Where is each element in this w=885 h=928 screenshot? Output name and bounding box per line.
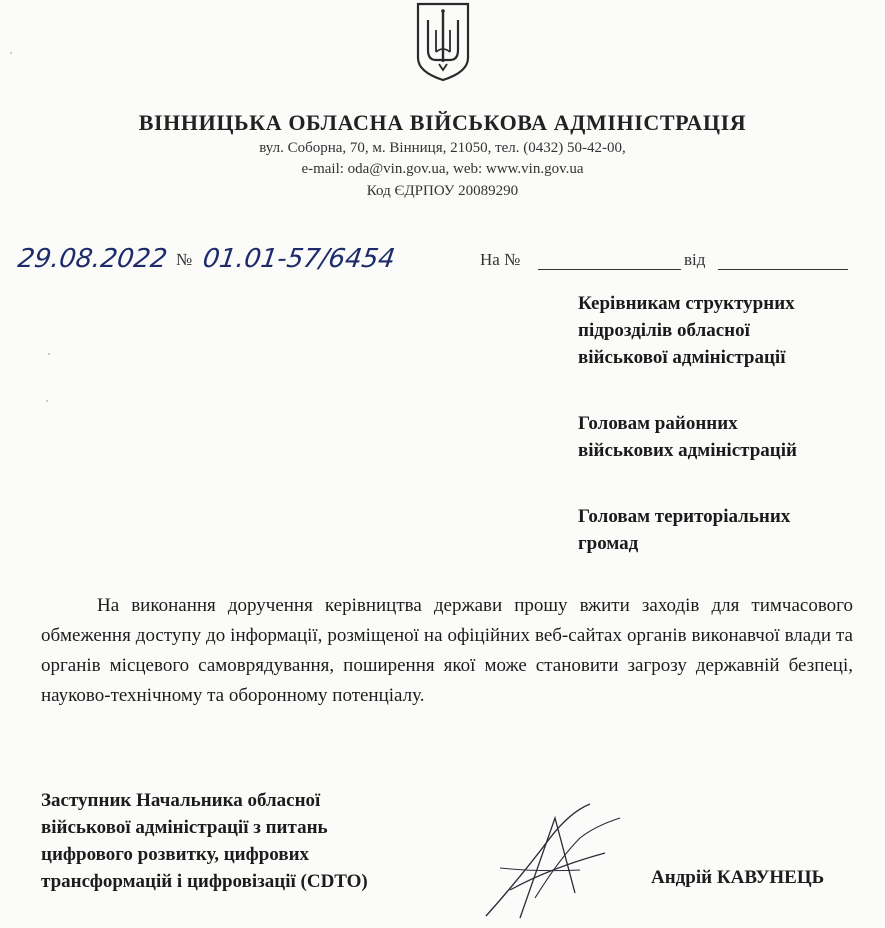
reply-date-blank — [718, 269, 848, 270]
recipient-territorial-communities: Головам територіальних громад — [578, 506, 791, 554]
edrpou-code: Код ЄДРПОУ 20089290 — [366, 183, 519, 199]
letter-body: На виконання доручення керівництва держави прошу вжити заходів для тимчасового обмеження доступу до інформації, розміщеної на офіційних веб-сайтах органів виконавчої влади та органів місцевого самоврядування, поширення якої може становити загрозу державній безпеці, науково-технічному та оборонному потенціалу. — [41, 595, 853, 706]
signer-name: Андрій КАВУНЕЦЬ — [651, 867, 825, 888]
reply-number-blank — [538, 269, 681, 270]
scan-speck — [10, 52, 12, 54]
recipient-district-admins: Головам районних військових адміністрацій — [578, 413, 797, 461]
scan-speck — [48, 353, 50, 355]
scan-speck — [46, 400, 48, 402]
recipient-structural-units: Керівникам структурних підрозділів обласної військової адміністрації — [578, 293, 795, 368]
address-line-1: вул. Соборна, 70, м. Вінниця, 21050, тел. (0432) 50-42-00, — [259, 140, 626, 156]
from-label: від — [684, 250, 706, 269]
number-sign: № — [176, 250, 193, 269]
organization-title: ВІННИЦЬКА ОБЛАСНА ВІЙСЬКОВА АДМІНІСТРАЦІЯ — [138, 110, 747, 135]
reply-to-label: На № — [480, 250, 521, 269]
coat-of-arms-icon — [414, 0, 472, 82]
address-line-2: e-mail: oda@vin.gov.ua, web: www.vin.gov.ua — [301, 161, 584, 177]
signer-position: Заступник Начальника обласної військової адміністрації з питань цифрового розвитку, цифрових трансформацій і цифровізації (CDTO) — [41, 790, 368, 892]
reference-line — [15, 240, 878, 280]
handwritten-signature — [480, 798, 630, 923]
recipients-block — [578, 290, 878, 596]
handwritten-number: 01.01-57/6454 — [200, 244, 397, 274]
handwritten-date: 29.08.2022 — [15, 244, 169, 274]
